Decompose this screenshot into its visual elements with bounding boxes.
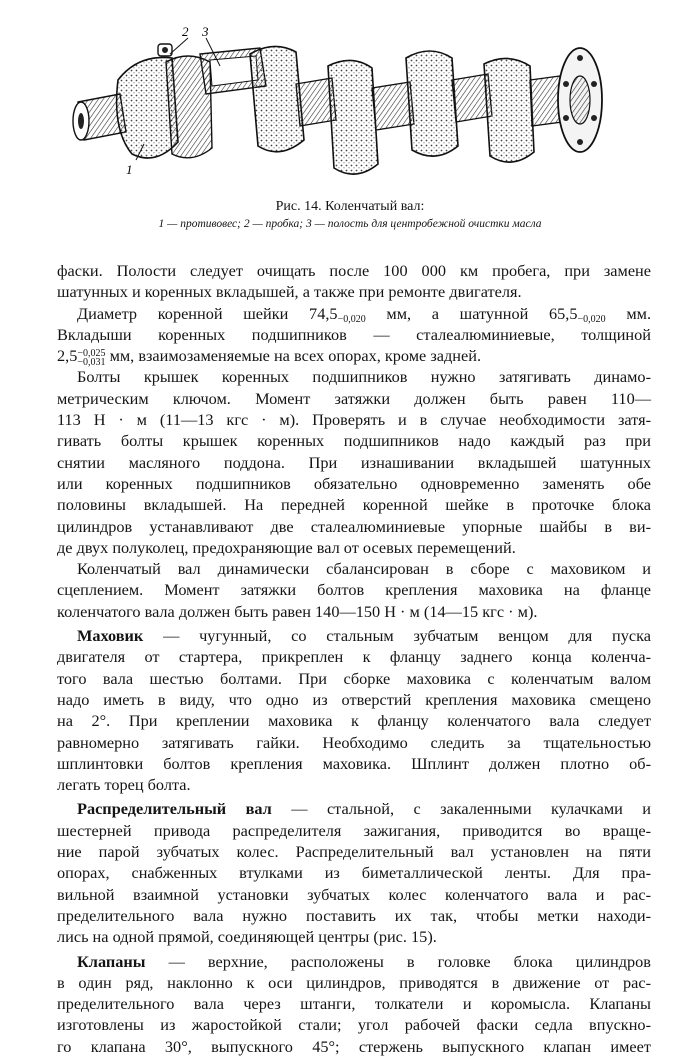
text-line: Клапаны — верхние, расположены в головке блока цилиндров [77,951,651,971]
text-line: коленчатого вала должен быть равен 140—150 Н · м (14—15 кгс · м). [57,601,538,621]
text-line: надо иметь в виду, что одно из отверстий крепления маховика смещено [57,689,651,709]
label-1: 1 [126,162,133,177]
text-line: де двух полуколец, предохраняющие вал от осевых перемещений. [57,537,516,557]
caption-legend: 1 — противовес; 2 — пробка; 3 — полость для центробежной очистки масла [158,218,542,230]
body-text [57,260,651,1057]
text-line: шестерней привода распределителя зажигания, приводится во враще- [57,820,651,840]
text-line: опорах, снабженных втулками из биметаллической ленты. Для пра- [57,863,651,883]
text-line: цилиндров устанавливают две сталеалюминиевые упорные шайбы в ви- [57,516,651,536]
figure-caption [0,198,700,232]
text-line: снятии масляного поддона. При изнашивании вкладышей шатунных [57,452,651,472]
text-line: Болты крышек коренных подшипников нужно затягивать динамо- [77,367,651,387]
text-line: изготовлены из жаростойкой стали; угол рабочей фаски седла впускно- [57,1015,651,1035]
text-line: лись на одной прямой, соединяющей центры (рис. 15). [57,927,437,947]
text-line: в один ряд, наклонно к оси цилиндров, приводятся в движение от рас- [57,972,651,992]
text-line: того вала шестью болтами. При сборке маховика с коленчатым валом [57,668,651,688]
plug [158,44,172,56]
crankshaft-illustration [60,14,620,192]
text-line: пределительного вала нужно поставить их так, чтобы метки находи- [57,905,651,925]
text-line: сцеплением. Момент затяжки болтов крепления маховика на фланце [57,580,651,600]
text-line: двигателя от стартера, прикреплен к фланцу заднего конца коленча- [57,647,651,667]
term-valves: Клапаны [77,951,146,971]
text-line: Вкладыши коренных подшипников — сталеалюминиевые, толщиной [57,324,651,344]
text-line: фаски. Полости следует очищать после 100 000 км пробега, при замене [57,261,651,280]
text-line: легать торец болта. [57,775,191,795]
crank-throws [250,46,534,174]
text-line: 2,5 −0,025 −0,031 мм, взаимозаменяемые на всех опорах, кроме задней. [57,346,482,369]
label-2: 2 [182,24,189,39]
text-line: пределительного вала через штанги, толкатели и коромысла. Клапаны [57,994,651,1014]
text-line: метрическим ключом. Момент затяжки должен быть равен 110— [57,388,651,408]
text-line: или коренных подшипников обязательно одновременно заменять обе [57,473,651,493]
term-camshaft: Распределительный вал [77,799,272,819]
rear-flange [530,48,602,152]
text-line: шатунных и коренных вкладышей, а также при ремонте двигателя. [57,282,522,302]
text-line: ние парой зубчатых колес. Распределительный вал установлен на пяти [57,842,651,862]
term-flywheel: Маховик [77,626,144,646]
text-line: Маховик — чугунный, со стальным зубчатым венцом для пуска [77,626,651,646]
text-line: шплинтовки болтов крепления маховика. Шплинт должен плотно об- [57,753,651,773]
text-line: Диаметр коренной шейки $74,5_{-0,020}$ мм, а шатунной $65,5_{-0,020}$ мм. [77,303,652,325]
text-line: равномерно затягивать гайки. Необходимо следить за тщательностью [57,732,651,752]
text-line: Коленчатый вал динамически сбалансирован в сборе с маховиком и [77,559,651,579]
counterweight [117,56,212,158]
text-line: на 2°. При креплении маховика к фланцу коленчатого вала следует [57,711,651,731]
text-line: вильной взаимной установки зубчатых колес коленчатого вала и рас- [57,884,651,904]
text-line: половины вкладышей. На передней коренной шейке в проточке блока [57,495,651,515]
text-line: гивать болты крышек коренных подшипников надо каждый раз при [57,431,651,451]
text-line: Распределительный вал — стальной, с закаленными кулачками и [77,799,651,819]
label-3: 3 [202,24,209,39]
text-line: 113 Н · м (11—13 кгс · м). Проверять и в случае необходимости затя- [57,410,651,430]
text-line: го клапана 30°, выпускного 45°; стержень выпускного клапан имеет [57,1036,651,1056]
caption-title: Рис. 14. Коленчатый вал: [275,199,425,214]
